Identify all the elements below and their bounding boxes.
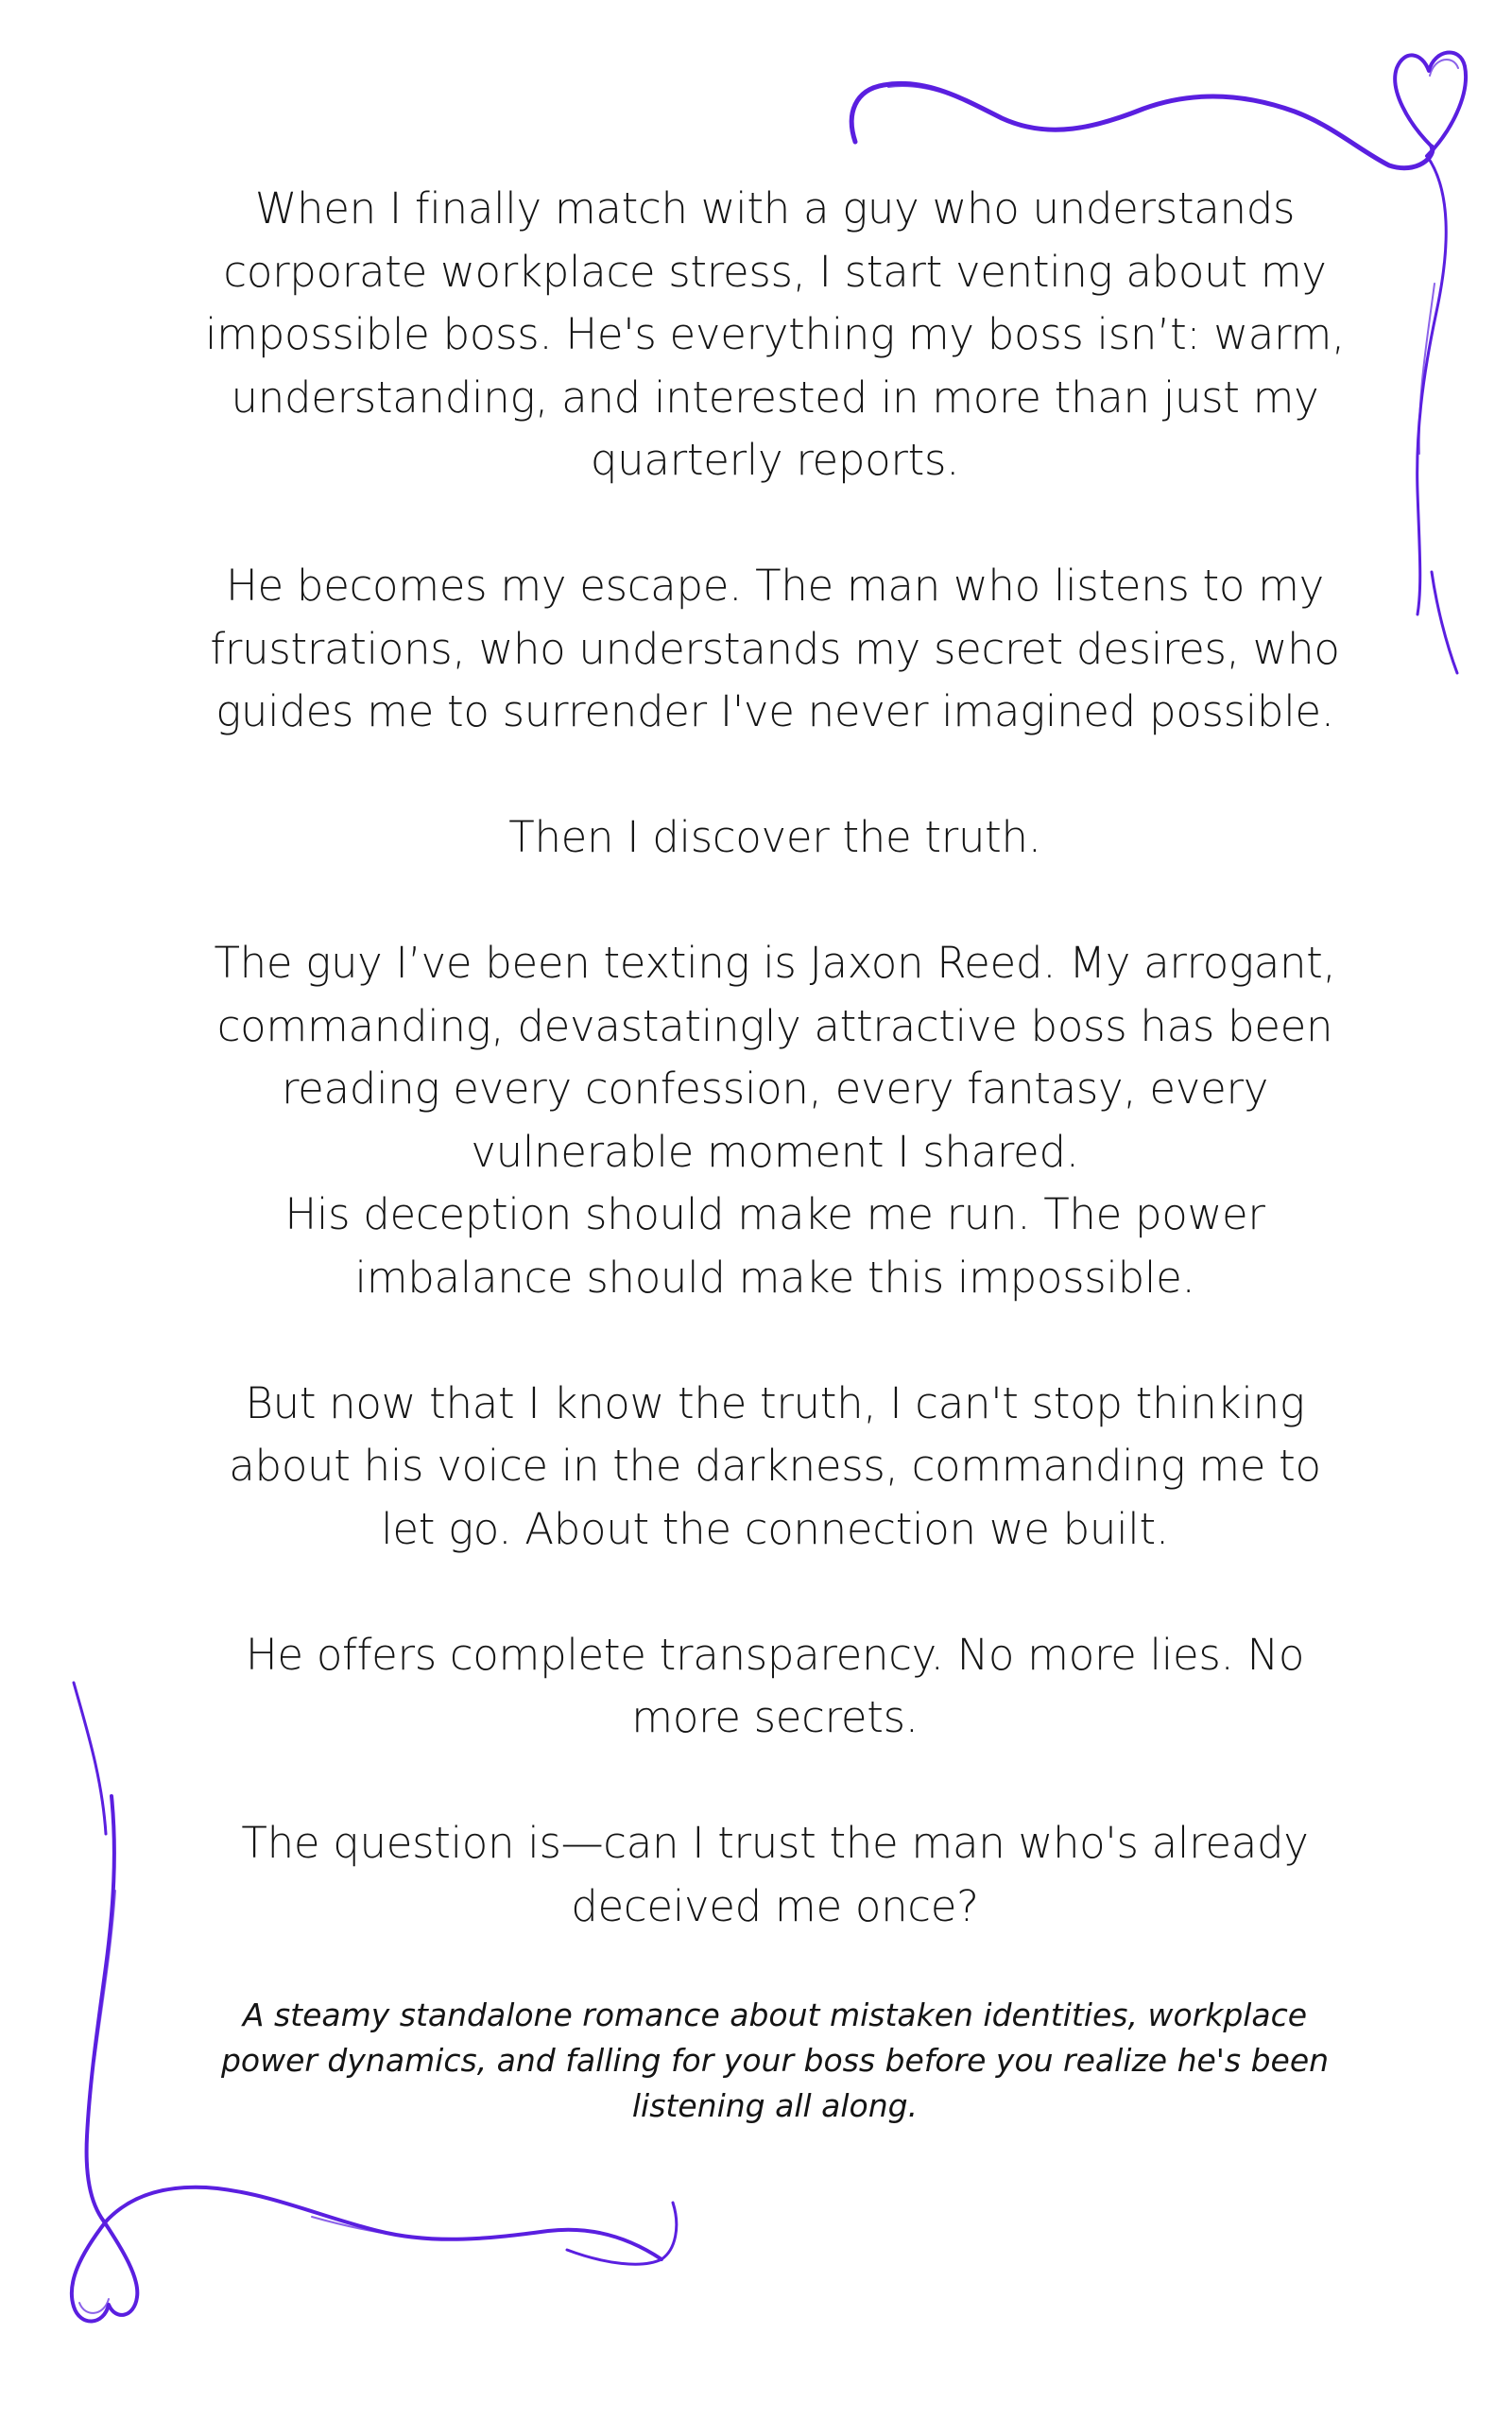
text-line: Then I discover the truth. [508,812,1041,862]
paragraph-6 [165,1624,1384,1750]
paragraph-3 [165,806,1384,870]
text-line: His deception should make me run. The power [284,1189,1265,1239]
paragraph-4 [165,932,1384,1309]
text-line: imbalance should make this impossible. [354,1252,1195,1303]
text-line: about his voice in the darkness, commanding me to [229,1441,1321,1491]
text-line: frustrations, who understands my secret desires, who [210,623,1340,674]
text-line: But now that I know the truth, I can't stop thinking [245,1377,1305,1428]
text-line: deceived me once? [571,1880,979,1931]
text-line: impossible boss. He's everything my boss isn’t: warm, [204,309,1346,359]
tagline-line: listening all along. [631,2087,919,2124]
paragraph-1 [165,178,1384,493]
text-line: corporate workplace stress, I start venting about my [223,246,1327,297]
text-line: He offers complete transparency. No more lies. No [245,1629,1305,1680]
text-line: The guy I’ve been texting is Jaxon Reed. My arrogant, [214,938,1336,988]
text-line: vulnerable moment I shared. [471,1126,1079,1177]
text-line: let go. About the connection we built. [381,1503,1169,1554]
paragraph-2 [165,555,1384,744]
text-line: The question is—can I trust the man who's already [241,1818,1309,1868]
text-line: reading every confession, every fantasy, every [281,1063,1269,1114]
tagline-line: power dynamics, and falling for your boss before you realize he's been [220,2042,1330,2079]
text-line: He becomes my escape. The man who listens to my [226,561,1324,611]
text-line: guides me to surrender I've never imagined possible. [215,686,1334,736]
book-tagline [189,1993,1361,2129]
paragraph-5 [165,1373,1384,1562]
tagline-line: A steamy standalone romance about mistaken identities, workplace [242,1996,1308,2033]
text-line: commanding, devastatingly attractive boss has been [216,1000,1333,1051]
text-line: quarterly reports. [590,435,960,485]
paragraph-7 [165,1812,1384,1938]
book-description [165,178,1384,2001]
text-line: When I finally match with a guy who understands [254,183,1296,233]
text-line: more secrets. [631,1692,919,1742]
text-line: understanding, and interested in more than just my [231,372,1319,423]
